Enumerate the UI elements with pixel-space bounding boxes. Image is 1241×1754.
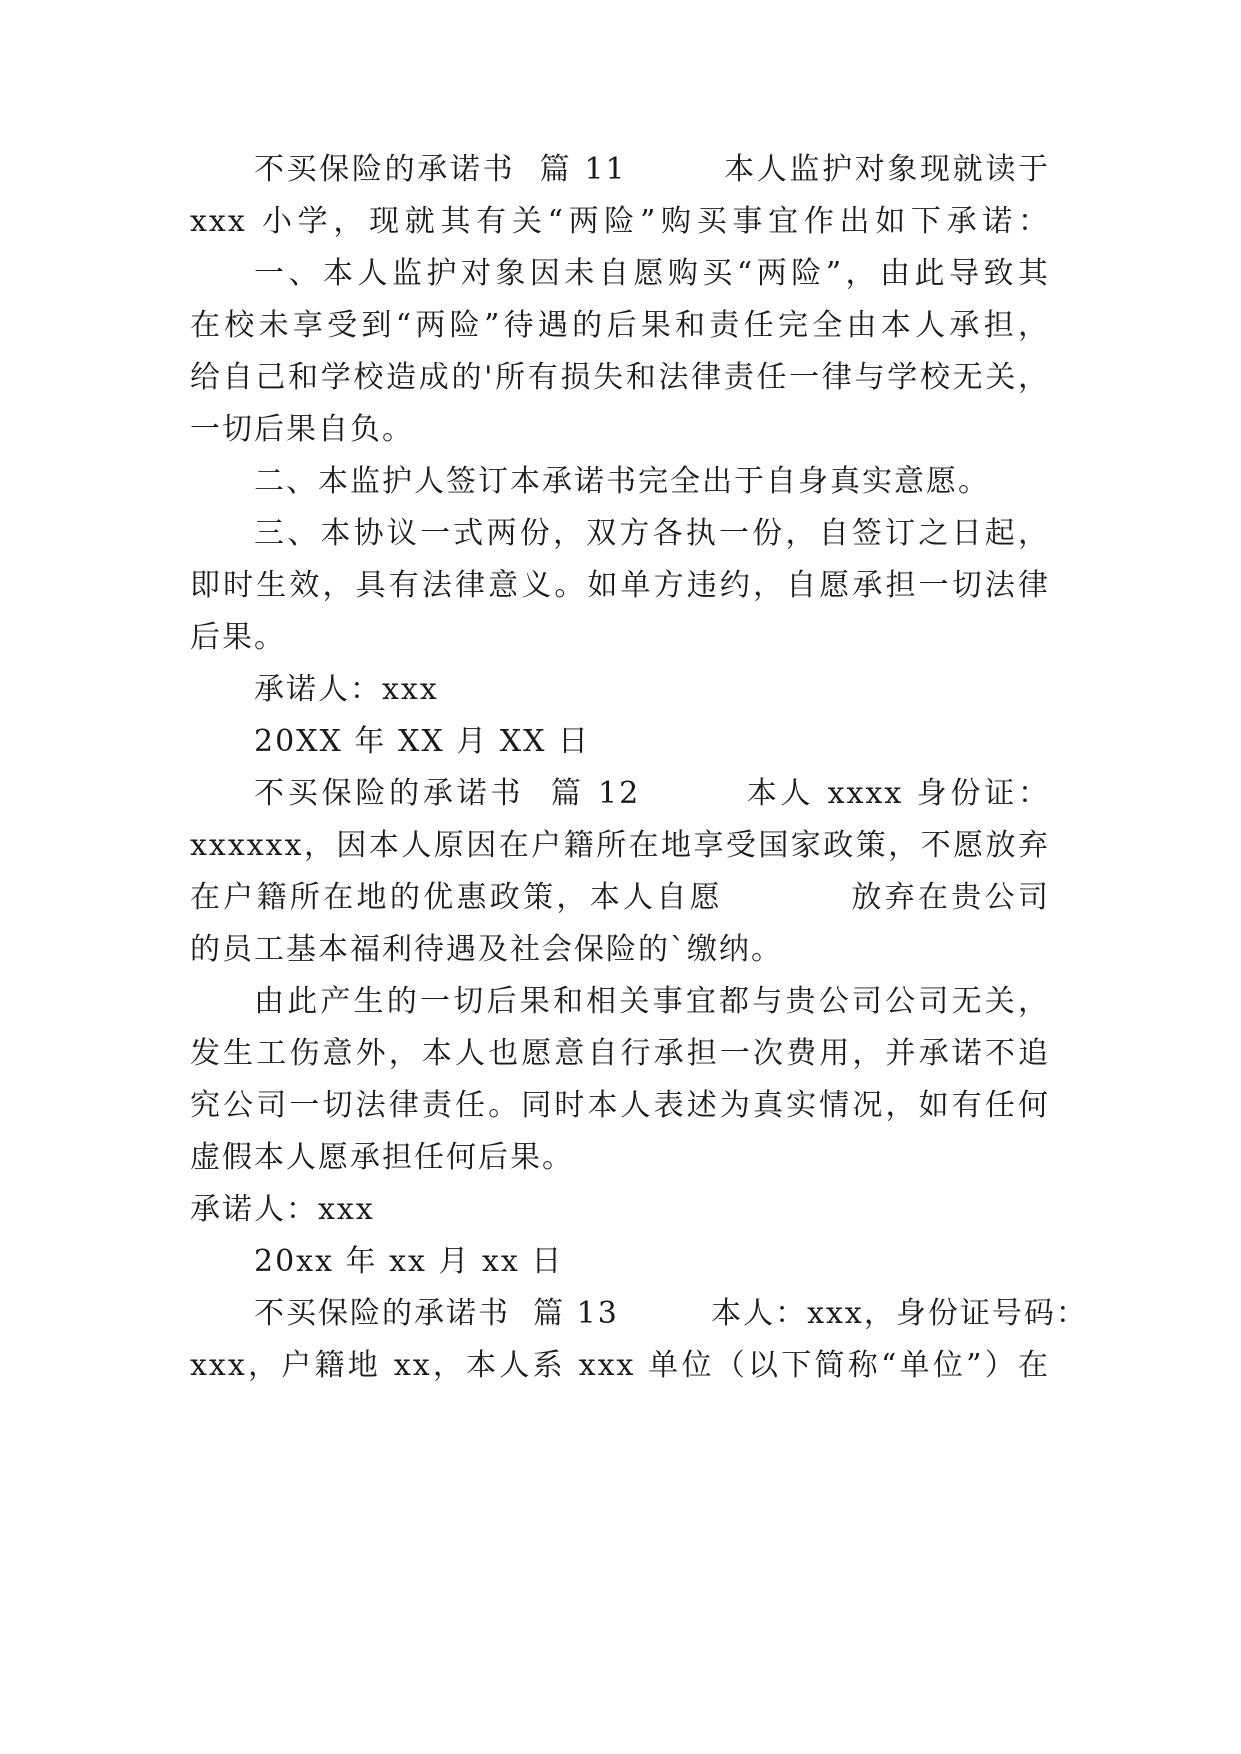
date-line: 20xx 年 xx 月 xx 日 — [254, 1244, 564, 1279]
text-line: 三、本协议一式两份，双方各执一份，自签订之日起， — [254, 516, 1050, 551]
pledge-11-heading-line: 不买保险的承诺书 篇 11 本人监护对象现就读于 — [254, 152, 1050, 187]
text-line: 虚假本人愿承担任何后果。 — [190, 1140, 574, 1175]
text-line: 由此产生的一切后果和相关事宜都与贵公司公司无关， — [254, 984, 1050, 1019]
text-line: xxx，户籍地 xx，本人系 xxx 单位（以下简称“单位”）在 — [190, 1348, 1050, 1383]
text-line: xxxxxx，因本人原因在户籍所在地享受国家政策，不愿放弃 — [190, 828, 1050, 863]
text-line: 的员工基本福利待遇及社会保险的`缴纳。 — [190, 932, 783, 967]
text-line: 一、本人监护对象因未自愿购买“两险”，由此导致其 — [254, 256, 1050, 291]
signatory-line: 承诺人：xxx — [190, 1192, 375, 1227]
text-line: 一切后果自负。 — [190, 412, 414, 447]
text-line: 在户籍所在地的优惠政策，本人自愿 放弃在贵公司 — [190, 880, 1050, 915]
signatory-line: 承诺人：xxx — [254, 672, 439, 707]
text-line: 后果。 — [190, 620, 286, 655]
text-line: 即时生效，具有法律意义。如单方违约，自愿承担一切法律 — [190, 568, 1050, 603]
pledge-13-heading-line: 不买保险的承诺书 篇 13 本人：xxx，身份证号码： — [254, 1296, 1088, 1331]
date-line: 20XX 年 XX 月 XX 日 — [254, 724, 590, 759]
text-line: 发生工伤意外，本人也愿意自行承担一次费用，并承诺不追 — [190, 1036, 1050, 1071]
text-line: 二、本监护人签订本承诺书完全出于自身真实意愿。 — [254, 464, 990, 499]
text-line: 在校未享受到“两险”待遇的后果和责任完全由本人承担， — [190, 308, 1050, 343]
text-line: 给自己和学校造成的'所有损失和法律责任一律与学校无关， — [190, 360, 1050, 395]
pledge-12-heading-line: 不买保险的承诺书 篇 12 本人 xxxx 身份证： — [254, 776, 1050, 811]
text-line: 究公司一切法律责任。同时本人表述为真实情况，如有任何 — [190, 1088, 1050, 1123]
text-line: xxx 小学，现就其有关“两险”购买事宜作出如下承诺： — [190, 204, 1050, 239]
